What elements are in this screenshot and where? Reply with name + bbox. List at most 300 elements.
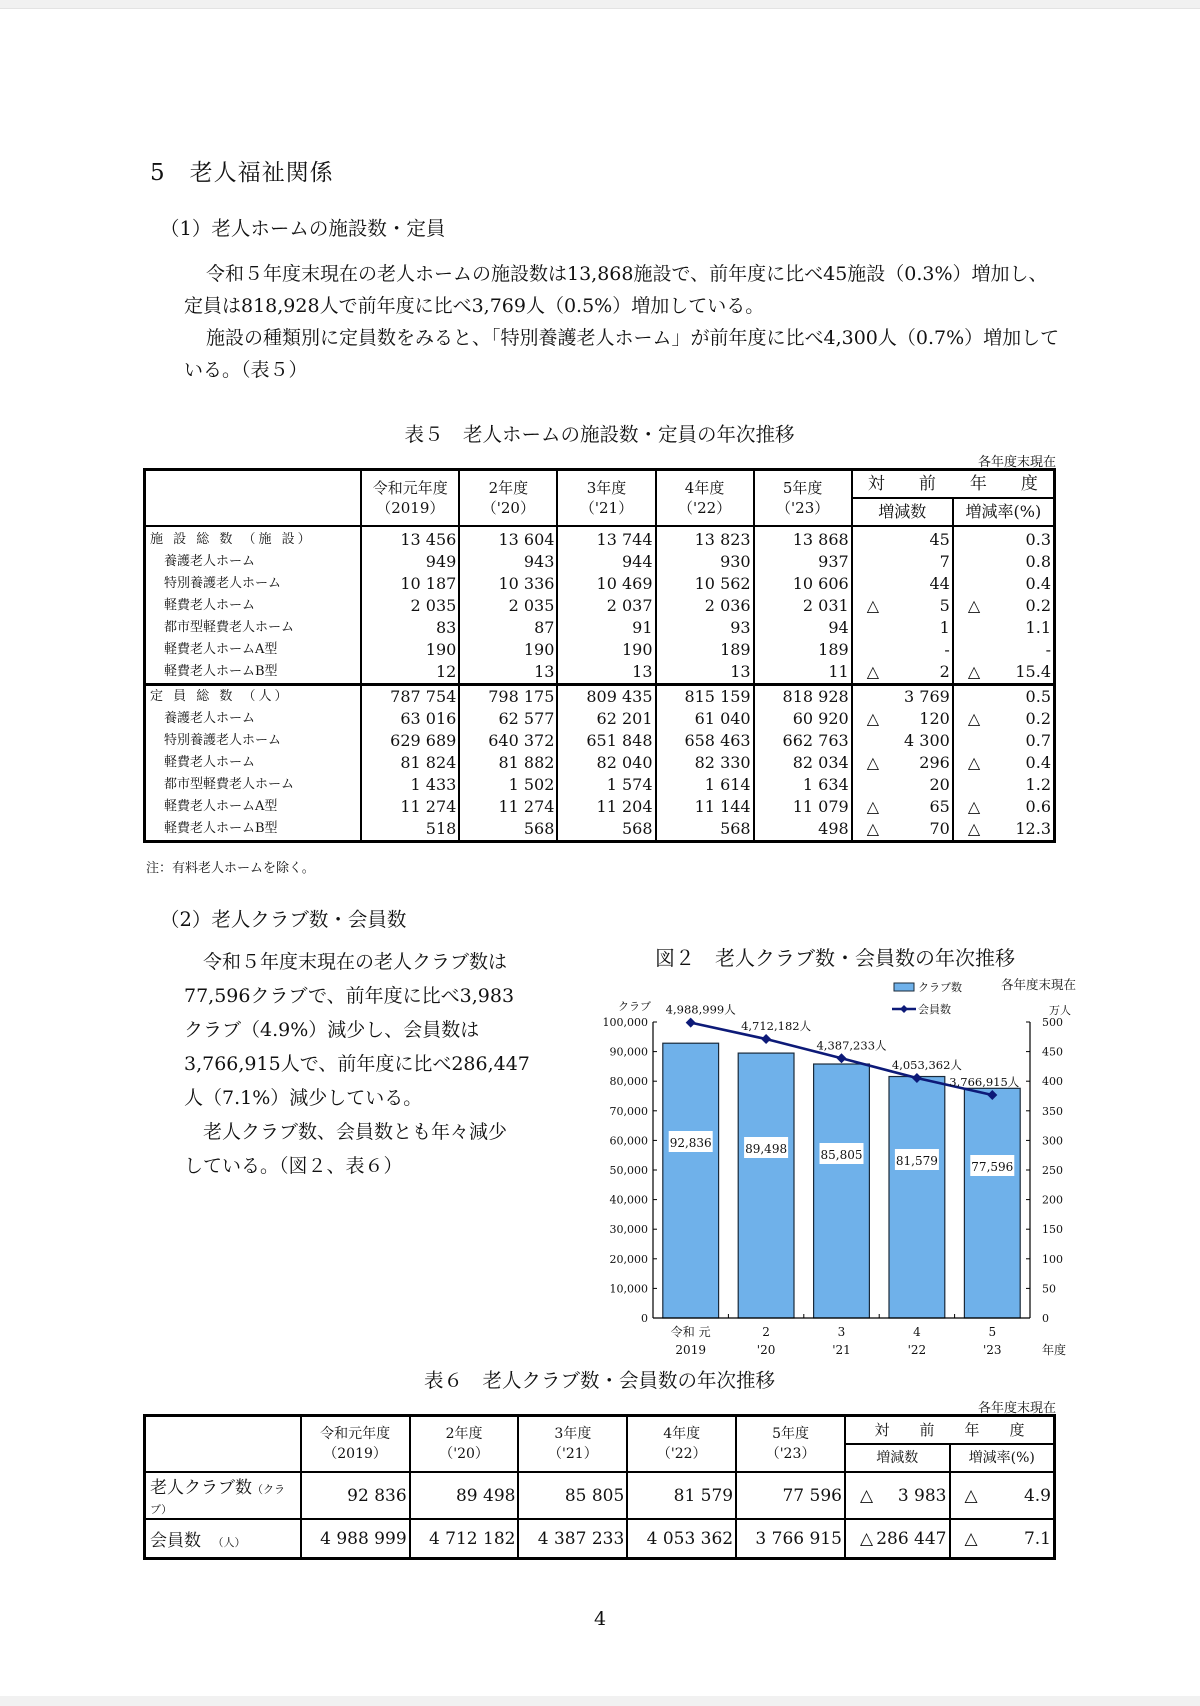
change-rate-cell — [953, 685, 1055, 709]
value-cell: 10 562 — [656, 573, 754, 595]
table-row — [145, 752, 1055, 774]
y-tick-label-right: 150 — [1042, 1223, 1063, 1237]
value-cell: 190 — [459, 639, 557, 661]
change-rate-cell — [950, 1472, 1055, 1519]
value-cell: 13 — [656, 661, 754, 685]
table6-col-header: 3年度 （'21） — [518, 1416, 627, 1473]
change-count-cell — [852, 639, 953, 661]
change-count: 65 — [929, 797, 950, 816]
decrease-triangle-icon: △ — [967, 596, 981, 615]
bar-value-label: 77,596 — [971, 1160, 1014, 1174]
row-label-text: 軽費老人ホームB型 — [164, 821, 278, 836]
table5-caption: 表５ 老人ホームの施設数・定員の年次推移 — [404, 423, 795, 446]
value-cell: 4 712 182 — [410, 1519, 519, 1559]
table-row — [145, 617, 1055, 639]
change-rate-cell — [953, 617, 1055, 639]
row-label-text: 軽費老人ホームA型 — [164, 642, 278, 657]
decrease-triangle-icon: △ — [964, 1528, 978, 1549]
change-rate: - — [1045, 640, 1051, 659]
table-row — [145, 730, 1055, 752]
row-label — [145, 595, 362, 617]
value-cell: 2 031 — [754, 595, 852, 617]
row-label-text: 都市型軽費老人ホーム — [164, 777, 295, 792]
x-tick-label-year: 2019 — [675, 1343, 706, 1357]
row-label-text: 特別養護老人ホーム — [164, 733, 282, 748]
change-count-cell — [852, 796, 953, 818]
value-cell: 651 848 — [557, 730, 655, 752]
x-tick-label-year: '21 — [832, 1343, 851, 1357]
change-rate-cell — [953, 551, 1055, 573]
row-label — [145, 1472, 301, 1519]
value-cell: 4 988 999 — [301, 1519, 410, 1559]
change-count: 3 769 — [904, 687, 950, 706]
subsection-1-body — [184, 258, 1064, 386]
row-label — [145, 685, 362, 709]
change-count: 20 — [929, 775, 950, 794]
change-rate: 0.7 — [1025, 731, 1051, 750]
bar — [814, 1064, 870, 1318]
decrease-triangle-icon: △ — [866, 596, 880, 615]
value-cell: 81 882 — [459, 752, 557, 774]
change-rate: 0.4 — [1025, 753, 1051, 772]
value-cell: 640 372 — [459, 730, 557, 752]
value-cell: 62 201 — [557, 708, 655, 730]
paragraph-line: クラブ（4.9%）減少し、会員数は — [184, 1019, 480, 1041]
change-rate-cell — [953, 730, 1055, 752]
row-label — [145, 661, 362, 685]
value-cell: 190 — [361, 639, 459, 661]
decrease-triangle-icon: △ — [866, 662, 880, 681]
decrease-triangle-icon: △ — [967, 662, 981, 681]
table-row — [145, 595, 1055, 617]
change-rate: 1.2 — [1025, 775, 1051, 794]
value-cell: 13 — [459, 661, 557, 685]
value-cell: 81 824 — [361, 752, 459, 774]
value-cell: 91 — [557, 617, 655, 639]
x-tick-label: 4 — [913, 1325, 921, 1339]
value-cell: 568 — [459, 818, 557, 842]
change-count-cell — [852, 526, 953, 551]
row-label-text: 養護老人ホーム — [164, 711, 256, 726]
change-count-cell — [845, 1472, 950, 1519]
paragraph-line: している。（図２、表６） — [184, 1155, 403, 1177]
change-count: 286 447 — [876, 1528, 947, 1549]
value-cell: 13 456 — [361, 526, 459, 551]
value-cell: 568 — [656, 818, 754, 842]
table-row — [145, 661, 1055, 685]
x-tick-label-year: '22 — [907, 1343, 927, 1357]
value-cell: 11 274 — [459, 796, 557, 818]
change-count-cell — [852, 617, 953, 639]
row-label-text: 軽費老人ホームA型 — [164, 799, 278, 814]
value-cell: 949 — [361, 551, 459, 573]
value-cell: 89 498 — [410, 1472, 519, 1519]
table5-change-count-header: 増減数 — [852, 498, 953, 526]
value-cell: 62 577 — [459, 708, 557, 730]
value-cell: 11 274 — [361, 796, 459, 818]
change-count: 1 — [939, 618, 950, 637]
table6-as-of: 各年度末現在 — [977, 1401, 1056, 1416]
change-count-cell — [852, 573, 953, 595]
value-cell: 11 204 — [557, 796, 655, 818]
change-rate-cell — [950, 1519, 1055, 1559]
change-rate: 4.9 — [1023, 1485, 1051, 1506]
value-cell: 60 920 — [754, 708, 852, 730]
row-label — [145, 573, 362, 595]
row-label-text: 特別養護老人ホーム — [164, 576, 282, 591]
change-rate-cell — [953, 639, 1055, 661]
value-cell: 1 574 — [557, 774, 655, 796]
value-cell: 930 — [656, 551, 754, 573]
row-label — [145, 752, 362, 774]
paragraph-line: 人（7.1%）減少している。 — [184, 1087, 423, 1109]
value-cell: 809 435 — [557, 685, 655, 709]
x-tick-label-year: '20 — [756, 1343, 776, 1357]
y-tick-label-right: 250 — [1042, 1164, 1063, 1177]
change-count-cell — [852, 818, 953, 842]
table5-col-header: 4年度 （'22） — [656, 470, 754, 527]
line-marker — [837, 1053, 847, 1063]
paragraph-line: 老人クラブ数、会員数とも年々減少 — [184, 1121, 508, 1143]
y-tick-label-left: 80,000 — [609, 1075, 648, 1089]
bar — [738, 1053, 794, 1318]
row-label-text: 都市型軽費老人ホーム — [164, 620, 295, 635]
row-label — [145, 617, 362, 639]
y-tick-label-right: 200 — [1042, 1193, 1063, 1207]
row-label — [145, 730, 362, 752]
change-count: 44 — [929, 574, 950, 593]
y-tick-label-left: 10,000 — [609, 1282, 648, 1296]
value-cell: 629 689 — [361, 730, 459, 752]
value-cell: 568 — [557, 818, 655, 842]
line-value-label: 4,387,233人 — [816, 1038, 887, 1053]
change-rate-cell — [953, 526, 1055, 551]
change-count-cell — [852, 595, 953, 617]
value-cell: 1 433 — [361, 774, 459, 796]
change-count: 7 — [939, 552, 950, 571]
table5-as-of: 各年度末現在 — [977, 455, 1056, 470]
value-cell: 2 036 — [656, 595, 754, 617]
value-cell: 12 — [361, 661, 459, 685]
y-tick-label-right: 300 — [1042, 1134, 1063, 1148]
change-count: 70 — [929, 819, 950, 838]
legend-line-marker — [900, 1005, 908, 1013]
value-cell: 3 766 915 — [736, 1519, 845, 1559]
change-rate: 1.1 — [1025, 618, 1051, 637]
change-rate-cell — [953, 595, 1055, 617]
bar — [889, 1077, 945, 1318]
change-rate: 0.3 — [1025, 530, 1051, 549]
table5-note: 注：有料老人ホームを除く。 — [146, 861, 315, 876]
x-tick-label-year: '23 — [983, 1343, 1002, 1357]
decrease-triangle-icon: △ — [859, 1528, 874, 1549]
y-tick-label-left: 50,000 — [609, 1164, 648, 1177]
bar-value-label: 81,579 — [895, 1154, 938, 1168]
change-count: 120 — [919, 709, 950, 728]
table-row — [145, 818, 1055, 842]
value-cell: 498 — [754, 818, 852, 842]
value-cell: 798 175 — [459, 685, 557, 709]
table5 — [143, 468, 1056, 843]
table5-col-header: 2年度 （'20） — [459, 470, 557, 527]
row-label — [145, 796, 362, 818]
table5-body — [145, 526, 1055, 842]
change-rate-cell — [953, 752, 1055, 774]
table6-corner — [145, 1416, 301, 1473]
value-cell: 11 — [754, 661, 852, 685]
change-rate: 0.2 — [1025, 709, 1051, 728]
value-cell: 787 754 — [361, 685, 459, 709]
y-tick-label-left: 100,000 — [602, 1016, 648, 1029]
subsection-title-2: （2）老人クラブ数・会員数 — [160, 908, 407, 931]
table6-change-count-header: 増減数 — [845, 1444, 950, 1472]
table-row — [145, 551, 1055, 573]
line-marker — [761, 1034, 771, 1044]
table6-col-header: 4年度 （'22） — [627, 1416, 736, 1473]
change-rate: 0.6 — [1025, 797, 1051, 816]
value-cell: 81 579 — [627, 1472, 736, 1519]
table6-col-header: 令和元年度 （2019） — [301, 1416, 410, 1473]
change-count-cell — [852, 551, 953, 573]
value-cell: 937 — [754, 551, 852, 573]
value-cell: 518 — [361, 818, 459, 842]
line-value-label: 4,053,362人 — [891, 1058, 962, 1073]
value-cell: 11 079 — [754, 796, 852, 818]
legend-bar-label: クラブ数 — [918, 981, 962, 994]
table5-change-header: 対 前 年 度 — [852, 470, 1055, 499]
table5-col-header: 令和元年度 （2019） — [361, 470, 459, 527]
bar — [663, 1043, 719, 1318]
table-row — [145, 639, 1055, 661]
y-tick-label-left: 90,000 — [609, 1045, 648, 1059]
bar-value-label: 85,805 — [820, 1148, 863, 1162]
row-label — [145, 708, 362, 730]
y-tick-label-left: 70,000 — [609, 1104, 648, 1118]
value-cell: 92 836 — [301, 1472, 410, 1519]
row-unit: （人） — [218, 1536, 246, 1549]
change-count-cell — [852, 752, 953, 774]
table6-body — [145, 1472, 1055, 1559]
value-cell: 82 330 — [656, 752, 754, 774]
y-tick-label-right: 100 — [1042, 1252, 1063, 1266]
legend-line-label: 会員数 — [918, 1003, 951, 1016]
table5-change-rate-header: 増減率(%) — [953, 498, 1055, 526]
row-label — [145, 1519, 301, 1559]
row-label-text: 会員数 — [150, 1531, 218, 1551]
x-tick-label: 令和 元 — [670, 1325, 711, 1339]
change-rate-cell — [953, 708, 1055, 730]
value-cell: 4 387 233 — [518, 1519, 627, 1559]
change-count: 2 — [939, 662, 950, 681]
paragraph: 令和５年度末現在の老人ホームの施設数は13,868施設で、前年度に比べ45施設（0.3%）増加し、定員は818,928人で前年度に比べ3,769人（0.5%）増加している。 — [184, 263, 1048, 317]
row-label-text: 定 員 総 数 （人） — [150, 689, 291, 704]
x-tick-label: 3 — [837, 1325, 846, 1339]
y-tick-label-left: 40,000 — [609, 1193, 648, 1207]
bar-value-label: 92,836 — [669, 1136, 712, 1150]
value-cell: 83 — [361, 617, 459, 639]
value-cell: 10 187 — [361, 573, 459, 595]
value-cell: 10 469 — [557, 573, 655, 595]
table-row — [145, 526, 1055, 551]
page-number: 4 — [594, 1608, 607, 1630]
subsection-title-1: （1）老人ホームの施設数・定員 — [160, 217, 446, 240]
paragraph-line: 令和５年度末現在の老人クラブ数は — [184, 951, 508, 973]
decrease-triangle-icon: △ — [866, 709, 880, 728]
decrease-triangle-icon: △ — [866, 797, 880, 816]
row-label — [145, 526, 362, 551]
value-cell: 1 502 — [459, 774, 557, 796]
y-axis-right-label: 万人 — [1049, 1004, 1071, 1017]
change-count: 5 — [939, 596, 950, 615]
table6-change-header: 対 前 年 度 — [845, 1416, 1055, 1445]
row-label — [145, 818, 362, 842]
bar-value-label: 89,498 — [745, 1142, 788, 1156]
x-tick-label: 5 — [988, 1325, 997, 1339]
value-cell: 93 — [656, 617, 754, 639]
change-count: 4 300 — [904, 731, 950, 750]
change-rate: 12.3 — [1015, 819, 1051, 838]
row-label — [145, 774, 362, 796]
table-row — [145, 1472, 1055, 1519]
viewer-bottom-bar — [0, 1696, 1200, 1706]
value-cell: 2 037 — [557, 595, 655, 617]
table6-col-header: 2年度 （'20） — [410, 1416, 519, 1473]
value-cell: 658 463 — [656, 730, 754, 752]
table5-col-header: 5年度 （'23） — [754, 470, 852, 527]
value-cell: 815 159 — [656, 685, 754, 709]
row-label-text: 軽費老人ホーム — [164, 598, 256, 613]
value-cell: 82 034 — [754, 752, 852, 774]
change-rate-cell — [953, 774, 1055, 796]
change-count-cell — [852, 661, 953, 685]
row-unit: （クラブ） — [150, 1483, 285, 1516]
change-rate-cell — [953, 573, 1055, 595]
change-rate: 0.2 — [1025, 596, 1051, 615]
y-tick-label-left: 0 — [641, 1312, 648, 1325]
bar — [964, 1088, 1020, 1318]
value-cell: 85 805 — [518, 1472, 627, 1519]
change-count: 45 — [929, 530, 950, 549]
change-rate: 0.4 — [1025, 574, 1051, 593]
value-cell: 2 035 — [459, 595, 557, 617]
value-cell: 11 144 — [656, 796, 754, 818]
table6 — [143, 1414, 1056, 1560]
decrease-triangle-icon: △ — [967, 819, 981, 838]
change-count: 3 983 — [897, 1485, 947, 1506]
value-cell: 189 — [754, 639, 852, 661]
value-cell: 77 596 — [736, 1472, 845, 1519]
decrease-triangle-icon: △ — [967, 709, 981, 728]
change-count-cell — [852, 708, 953, 730]
y-axis-left-label: クラブ — [618, 1000, 651, 1013]
table-row — [145, 774, 1055, 796]
paragraph-line: 3,766,915人で、前年度に比べ286,447 — [184, 1053, 530, 1075]
change-count: - — [944, 640, 950, 659]
decrease-triangle-icon: △ — [866, 753, 880, 772]
change-count-cell — [852, 774, 953, 796]
y-tick-label-left: 30,000 — [609, 1223, 648, 1237]
row-label-text: 軽費老人ホームB型 — [164, 664, 278, 679]
decrease-triangle-icon: △ — [866, 819, 880, 838]
y-tick-label-right: 50 — [1042, 1282, 1056, 1296]
change-count-cell — [852, 685, 953, 709]
line-value-label: 3,766,915人 — [949, 1074, 1020, 1089]
value-cell: 944 — [557, 551, 655, 573]
table-row — [145, 796, 1055, 818]
value-cell: 63 016 — [361, 708, 459, 730]
value-cell: 13 — [557, 661, 655, 685]
y-tick-label-right: 500 — [1042, 1016, 1063, 1029]
value-cell: 10 336 — [459, 573, 557, 595]
change-rate: 0.5 — [1025, 687, 1051, 706]
y-tick-label-left: 20,000 — [609, 1252, 648, 1266]
table-row — [145, 708, 1055, 730]
value-cell: 13 744 — [557, 526, 655, 551]
value-cell: 2 035 — [361, 595, 459, 617]
line-marker — [686, 1018, 696, 1028]
row-label-text: 老人クラブ数 — [150, 1478, 252, 1498]
table-row — [145, 1519, 1055, 1559]
change-rate: 15.4 — [1015, 662, 1051, 681]
change-count-cell — [852, 730, 953, 752]
table6-col-header: 5年度 （'23） — [736, 1416, 845, 1473]
table-row — [145, 573, 1055, 595]
section-title: 5 老人福祉関係 — [150, 160, 334, 186]
value-cell: 87 — [459, 617, 557, 639]
table-row — [145, 685, 1055, 709]
figure2-as-of: 各年度末現在 — [1000, 977, 1076, 992]
value-cell: 13 868 — [754, 526, 852, 551]
value-cell: 13 604 — [459, 526, 557, 551]
decrease-triangle-icon: △ — [967, 797, 981, 816]
table5-col-header: 3年度 （'21） — [557, 470, 655, 527]
value-cell: 818 928 — [754, 685, 852, 709]
change-rate: 0.8 — [1025, 552, 1051, 571]
x-tick-label: 2 — [762, 1325, 770, 1339]
subsection-2-body — [184, 945, 574, 1183]
decrease-triangle-icon: △ — [964, 1485, 978, 1506]
row-label-text: 養護老人ホーム — [164, 554, 256, 569]
decrease-triangle-icon: △ — [967, 753, 981, 772]
row-label — [145, 639, 362, 661]
y-tick-label-right: 450 — [1042, 1045, 1063, 1059]
figure2-chart — [600, 970, 1080, 1360]
value-cell: 13 823 — [656, 526, 754, 551]
y-tick-label-right: 350 — [1042, 1104, 1063, 1118]
change-count-cell — [845, 1519, 950, 1559]
value-cell: 61 040 — [656, 708, 754, 730]
change-rate-cell — [953, 661, 1055, 685]
line-value-label: 4,988,999人 — [665, 1002, 736, 1017]
x-axis-suffix: 年度 — [1042, 1343, 1067, 1357]
table5-corner — [145, 470, 362, 527]
line-value-label: 4,712,182人 — [741, 1019, 812, 1034]
change-rate-cell — [953, 818, 1055, 842]
value-cell: 4 053 362 — [627, 1519, 736, 1559]
paragraph: 施設の種類別に定員数をみると、「特別養護老人ホーム」が前年度に比べ4,300人（0.7%）増加している。（表５） — [184, 327, 1060, 381]
value-cell: 82 040 — [557, 752, 655, 774]
value-cell: 943 — [459, 551, 557, 573]
table6-change-rate-header: 増減率(%) — [950, 1444, 1055, 1472]
figure2-title: 図２ 老人クラブ数・会員数の年次推移 — [655, 946, 1015, 970]
change-rate-cell — [953, 796, 1055, 818]
value-cell: 1 634 — [754, 774, 852, 796]
change-rate: 7.1 — [1023, 1528, 1051, 1549]
value-cell: 189 — [656, 639, 754, 661]
y-tick-label-left: 60,000 — [609, 1134, 648, 1148]
viewer-top-bar — [0, 0, 1200, 9]
row-label-text: 軽費老人ホーム — [164, 755, 256, 770]
